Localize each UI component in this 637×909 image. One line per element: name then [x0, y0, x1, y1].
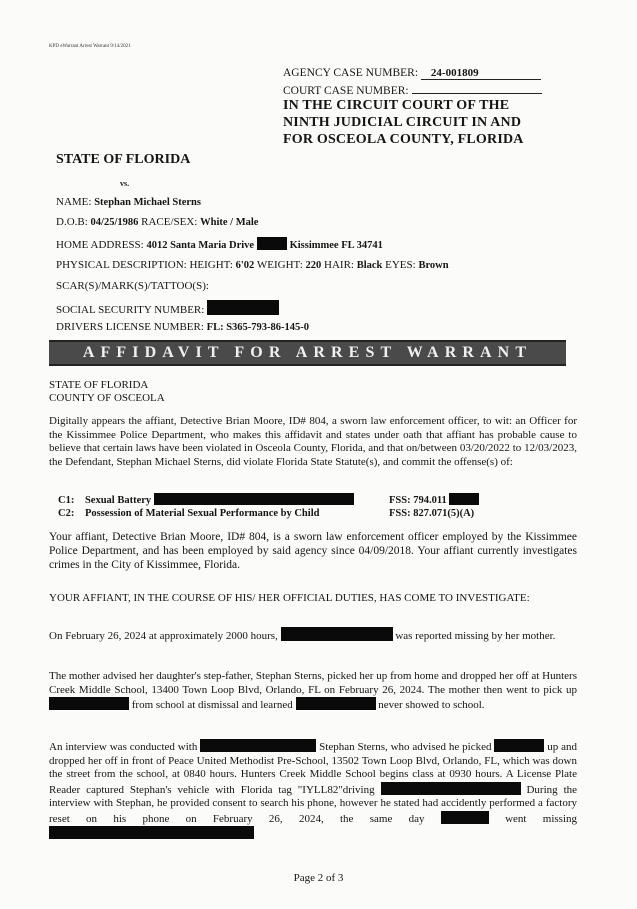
agency-case-label: AGENCY CASE NUMBER: — [283, 67, 419, 79]
text-run: Stephan Sterns, who advised he picked — [319, 741, 492, 753]
charge-code: C2: — [58, 508, 75, 519]
paragraph-appearance: Digitally appears the affiant, Detective Brian Moore, ID# 804, a sworn law enforcement officer, to wit: an Officer for the Kissimmee Police Department, who makes this affidavit and states under oath that affiant has probable cause to believe that certain laws have been violated in Osceola County, Florida, and that on/between 03/20/2022 to 12/03/2023, the Defendant, Stephan Michael Sterns, did violate Florida State Statute(s), and commit the offense(s) of: — [49, 415, 577, 468]
field-drivers-license — [56, 321, 309, 333]
court-title — [283, 97, 524, 148]
court-title-line1: IN THE CIRCUIT COURT OF THE — [283, 98, 510, 113]
court-title-line3: FOR OSCEOLA COUNTY, FLORIDA — [283, 132, 524, 147]
court-title-line2: NINTH JUDICIAL CIRCUIT IN AND — [283, 115, 522, 130]
redaction-block — [49, 826, 254, 839]
redaction-block — [154, 493, 354, 505]
form-id: KPD eWarrant Arrest Warrant 9/14/2021 — [49, 44, 131, 49]
page-number: Page 2 of 3 — [293, 872, 344, 884]
eyes-value: Brown — [418, 260, 449, 271]
paragraph-interview — [49, 739, 577, 842]
dl-value: FL: S365-793-86-145-0 — [206, 322, 310, 333]
charge-row — [58, 493, 354, 506]
paragraph-mother — [49, 670, 577, 713]
charge-desc: Sexual Battery — [84, 495, 152, 506]
text-run: The mother advised her daughter's step-father, Stephan Sterns, picked her up from home and dropped her off at Hunters Creek Middle School, 13400 Town Loop Blvd, Orlando, FL on February 26, 2024. The mother then went to pick up — [49, 670, 577, 696]
text-run: up and dropped her off in front of Peace United Methodist Pre-School, 13502 Town Loop Blvd, Orlando, FL, which was down the street from the school, at 0840 hours. Hunters Creek Middle School begins class at 0930 hours. A License Plate Reader captured Stephan's vehicle with Florida tag "IYLL82"driving — [49, 741, 578, 796]
fss-value: 794.011 — [413, 495, 447, 506]
text-run: went missing — [505, 812, 577, 825]
text-run: from school at dismissal and learned — [131, 699, 293, 711]
field-scars — [56, 280, 209, 292]
redaction-block — [49, 697, 129, 710]
paragraph-missing — [49, 627, 577, 644]
name-value: Stephan Michael Sterns — [94, 197, 201, 208]
dob-label: D.O.B: — [56, 216, 88, 228]
charge-fss — [389, 493, 479, 506]
fss-label: FSS: — [389, 508, 411, 519]
name-label: NAME: — [56, 196, 92, 208]
affidavit-banner: AFFIDAVIT FOR ARREST WARRANT — [49, 340, 566, 366]
caption-vs: vs. — [120, 179, 130, 188]
paragraph-investigate-heading: YOUR AFFIANT, IN THE COURSE OF HIS/ HER OFFICIAL DUTIES, HAS COME TO INVESTIGATE: — [49, 592, 530, 604]
venue-state: STATE OF FLORIDA — [49, 379, 149, 391]
redaction-block — [381, 782, 521, 795]
charge-row — [58, 508, 319, 519]
agency-case-value: 24-001809 — [421, 67, 541, 80]
text-run: never showed to school. — [378, 699, 485, 711]
redaction-block — [494, 739, 544, 752]
caption-state: STATE OF FLORIDA — [56, 152, 191, 167]
fss-label: FSS: — [389, 495, 411, 506]
scars-label: SCAR(S)/MARK(S)/TATTOO(S): — [56, 280, 209, 292]
redaction-block — [257, 237, 287, 250]
address-street: 4012 Santa Maria Drive — [146, 240, 255, 251]
venue-county: COUNTY OF OSCEOLA — [49, 392, 165, 404]
charge-desc: Possession of Material Sexual Performance by Child — [84, 508, 320, 519]
address-label: HOME ADDRESS: — [56, 239, 144, 251]
redaction-block — [296, 697, 376, 710]
fss-value: 827.071(5)(A) — [413, 508, 475, 519]
redaction-block — [449, 493, 479, 505]
race-label: RACE/SEX: — [141, 216, 198, 228]
court-case-number — [283, 82, 542, 97]
field-dob-race — [56, 216, 258, 228]
redaction-block — [441, 811, 489, 824]
dob-value: 04/25/1986 — [90, 217, 139, 228]
court-case-value-line — [412, 82, 542, 94]
redaction-block — [200, 739, 316, 752]
charge-code: C1: — [58, 495, 75, 506]
hair-label: HAIR: — [324, 259, 354, 271]
field-address — [56, 237, 383, 251]
redaction-block — [207, 300, 279, 315]
redaction-block — [281, 627, 393, 641]
ssn-label: SOCIAL SECURITY NUMBER: — [56, 304, 205, 316]
field-physical — [56, 259, 449, 271]
weight-value: 220 — [305, 260, 322, 271]
text-run: An interview was conducted with — [49, 741, 198, 753]
eyes-label: EYES: — [385, 259, 416, 271]
field-name — [56, 196, 201, 208]
text-run: was reported missing by her mother. — [395, 630, 556, 642]
court-case-label: COURT CASE NUMBER: — [283, 85, 409, 97]
height-value: 6'02 — [235, 260, 255, 271]
paragraph-affiant: Your affiant, Detective Brian Moore, ID# 804, is a sworn law enforcement officer employed by the Kissimmee Police Department, and has been employed by said agency since 04/09/2018. Your affiant currently investigates crimes in the City of Kissimmee, Florida. — [49, 531, 577, 571]
dl-label: DRIVERS LICENSE NUMBER: — [56, 321, 204, 333]
weight-label: WEIGHT: — [256, 259, 303, 271]
address-city: Kissimmee FL 34741 — [289, 240, 383, 251]
charge-fss — [389, 508, 474, 519]
text-run: On February 26, 2024 at approximately 2000 hours, — [49, 630, 278, 642]
hair-value: Black — [356, 260, 383, 271]
height-label: PHYSICAL DESCRIPTION: HEIGHT: — [56, 259, 233, 271]
text-run: During the interview with Stephan, he provided consent to search his phone, however he stated had accidently performed a factory reset on his phone on February 26, 2024, the same day — [49, 783, 578, 825]
field-ssn — [56, 300, 279, 316]
agency-case-number — [283, 67, 541, 80]
race-value: White / Male — [200, 217, 259, 228]
